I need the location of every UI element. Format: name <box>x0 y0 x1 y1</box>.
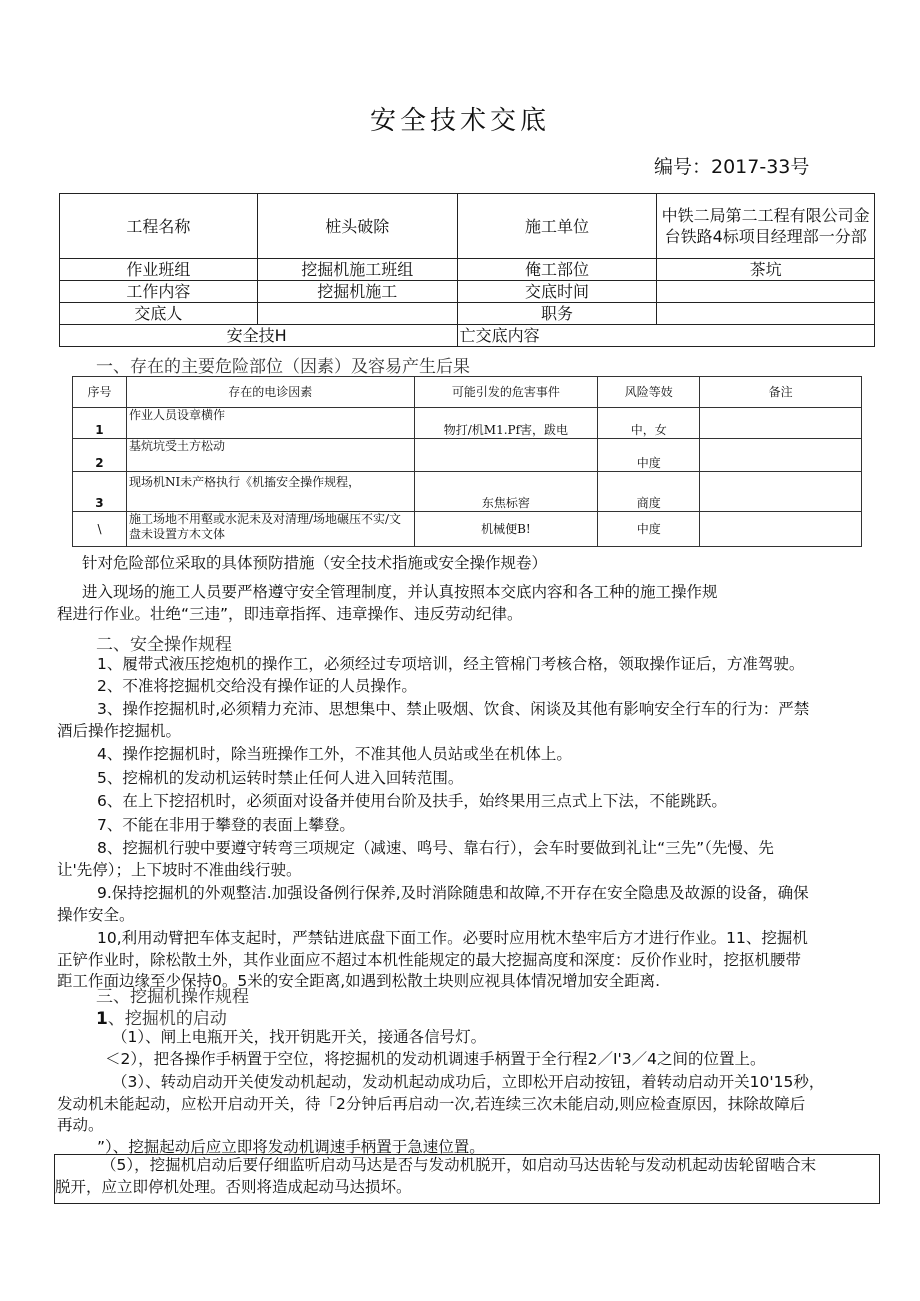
rule-line: 8、挖掘机行驶中要遵守转弯三项规定（减速、鸣号、靠右行），会车时要做到礼让“三先”（先慢、先 <box>97 839 774 857</box>
hazard-event: 东焦标窖 <box>414 472 598 512</box>
rule-line: 酒后操作挖掘机。 <box>57 721 182 740</box>
hazard-no: 3 <box>73 472 127 512</box>
rule-line: 9.保持挖掘机的外观整洁.加强设备例行保养,及时消除随患和故障,不开存在安全隐患及故源的设备，确保 <box>97 884 809 902</box>
rules-block <box>57 654 879 993</box>
hazard-level: 中度 <box>598 512 700 547</box>
startup-block <box>57 1027 879 1158</box>
hazard-event <box>414 439 598 472</box>
hazard-header-event: 可能引发的危害事件 <box>414 377 598 408</box>
startup-line: （1）、闸上电瓶开关，找开钥匙开关，接通各信号灯。 <box>112 1028 487 1046</box>
startup-line: 再动。 <box>57 1116 104 1134</box>
boxed-line: （5），挖掘机启动后要仔细监听启动马达是否与发动机脱开，如启动马达齿轮与发动机起动齿轮留啮合末 <box>101 1156 817 1174</box>
rule-line: 6、在上下挖招机时，必须面对设备并使用台阶及扶手，始终果用三点式上下法，不能跳跃。 <box>97 792 727 810</box>
content-label: 工作内容 <box>60 281 258 303</box>
construction-unit-label: 施工单位 <box>457 194 657 259</box>
startup-line: （3）、转动启动开关使发动机起动，发动机起动成功后，立即松开启动按钮，着转动启动开关10'15秒， <box>112 1073 825 1091</box>
construction-unit-value: 中铁二局第二工程有限公司金台铁路4标项目经理部一分部 <box>657 194 875 259</box>
hazard-note <box>700 408 862 439</box>
hazard-header-note: 备注 <box>700 377 862 408</box>
table-row <box>73 512 862 547</box>
subsection-number: 1 <box>96 1009 108 1029</box>
info-table <box>59 193 875 347</box>
startup-line: ＜2），把各操作手柄置于空位，将挖掘机的发动机调速手柄置于全行程2／I'3／4之间的位置上。 <box>105 1049 766 1068</box>
boxed-note <box>54 1154 880 1204</box>
time-value <box>657 281 875 303</box>
intro-block <box>57 582 879 625</box>
site-value: 茶坑 <box>657 259 875 281</box>
intro-line: 程进行作业。壮绝“三违”，即违章指挥、违章操作、违反劳动纪律。 <box>57 604 523 623</box>
rule-line: 3、操作挖掘机时,必须精力充沛、思想集中、禁止吸烟、饮食、闲谈及其他有影响安全行车的行为：严禁 <box>97 700 810 718</box>
rule-line: 操作安全。 <box>57 905 135 924</box>
rule-line: 4、操作挖掘机时，除当班操作工外，不准其他人员站或坐在机体上。 <box>97 745 572 763</box>
section-1-heading: 一、存在的主要危险部位（因素）及容易产生后果 <box>96 357 470 377</box>
hazard-note <box>700 512 862 547</box>
hazard-level: 商度 <box>598 472 700 512</box>
section-3-heading: 三、挖掘机操作规程 <box>96 987 249 1007</box>
team-value: 挖掘机施工班组 <box>257 259 457 281</box>
document-number: 编号：2017-33号 <box>654 156 810 178</box>
hazard-factor: 基炕坑受土方松动 <box>126 439 414 472</box>
startup-line: ”）、挖掘起动后应立即将发动机调速手柄置于急速位置。 <box>97 1137 485 1156</box>
rule-line: 正铲作业时，除松散土外，其作业面应不超过本机性能规定的最大挖掘高度和深度：反价作业时，挖抠机腰带 <box>57 950 802 969</box>
hazard-no: 2 <box>73 439 127 472</box>
subsection-startup-heading <box>96 1004 227 1029</box>
rule-line: 让'先停）；上下坡时不准曲线行驶。 <box>57 860 302 879</box>
hazard-note <box>700 439 862 472</box>
rule-line: 距工作面边缘至少保持0。5米的安全距离,如遇到松散土块则应视具体情况增加安全距离. <box>57 972 661 990</box>
subsection-title: 、挖掘机的启动 <box>107 1009 227 1029</box>
position-value <box>657 303 875 325</box>
hazard-table <box>72 376 862 547</box>
document-title: 安全技术交底 <box>369 106 550 136</box>
hazard-header-factor: 存在的电诊因素 <box>126 377 414 408</box>
project-name-label: 工程名称 <box>60 194 258 259</box>
site-label: 俺工部位 <box>457 259 657 281</box>
hazard-event: 机械便B! <box>414 512 598 547</box>
rule-line: 7、不能在非用于攀登的表面上攀登。 <box>97 815 355 834</box>
rule-line: 10,利用动臂把车体支起时，严禁钻进底盘下面工作。必要时应用枕木垫牢后方才进行作业。11、挖掘机 <box>97 929 808 947</box>
measures-title: 针对危险部位采取的具体预防措施（安全技术指施或安全操作规卷） <box>82 554 548 572</box>
hazard-header-level: 风险等妓 <box>598 377 700 408</box>
table-row <box>73 439 862 472</box>
hazard-level: 中，女 <box>598 408 700 439</box>
rule-line: 2、不准将挖掘机交给没有操作证的人员操作。 <box>97 676 417 695</box>
hazard-event: 物打/机M1.Pf害，跋电 <box>414 408 598 439</box>
safety-tech-label: 安全技H <box>60 325 458 347</box>
content-value: 挖掘机施工 <box>257 281 457 303</box>
hazard-header-no: 序号 <box>73 377 127 408</box>
person-value <box>257 303 457 325</box>
team-label: 作业班组 <box>60 259 258 281</box>
hazard-factor: 施工场地不用壑或水泥未及对清理/场地碾压不实/文盘未设置方木文体 <box>126 512 414 547</box>
hazard-factor: 现场机NI未产格执行《机搐安全操作规程， <box>126 472 414 512</box>
hazard-no: 1 <box>73 408 127 439</box>
time-label: 交底时间 <box>457 281 657 303</box>
section-2-heading: 二、安全操作规程 <box>96 635 232 655</box>
person-label: 交底人 <box>60 303 258 325</box>
position-label: 职务 <box>457 303 657 325</box>
table-row <box>73 408 862 439</box>
rule-line: 1、履带式液压挖炮机的操作工，必须经过专项培训，经主管棉门考核合格，领取操作证后，方准驾驶。 <box>97 655 805 673</box>
table-row <box>73 472 862 512</box>
hazard-no: \ <box>73 512 127 547</box>
hazard-level: 中度 <box>598 439 700 472</box>
hazard-factor: 作业人员设章横作 <box>126 408 414 439</box>
startup-line: 发动机未能起动，应松开启动开关，待「2分钟后再启动一次,若连续三次未能启动,则应检查原因，抹除故障后 <box>57 1094 806 1113</box>
boxed-line: 脱开，应立即停机处理。否则将造成起动马达损坏。 <box>55 1177 412 1196</box>
rule-line: 5、挖棉机的发动机运转时禁止任何人进入回转范围。 <box>97 768 464 787</box>
safety-content-label: 亡交底内容 <box>457 325 874 347</box>
project-name-value: 桩头破除 <box>257 194 457 259</box>
hazard-note <box>700 472 862 512</box>
intro-line: 进入现场的施工人员要严格遵守安全管理制度，并认真按照本交底内容和各工种的施工操作规 <box>82 583 718 601</box>
